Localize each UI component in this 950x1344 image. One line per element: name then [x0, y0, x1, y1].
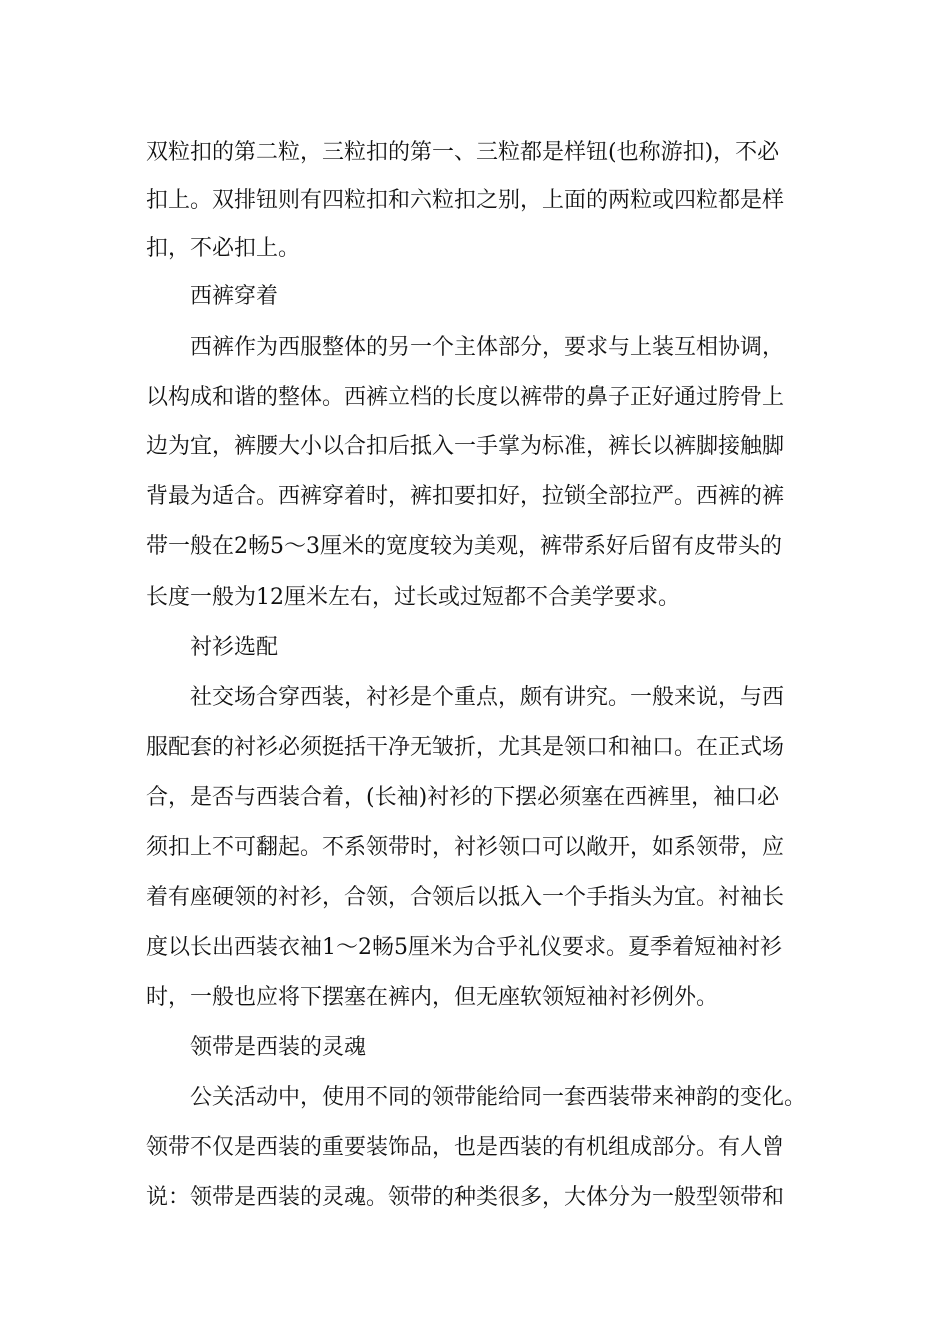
section-heading-tie: 领带是西装的灵魂 [190, 1035, 367, 1060]
paragraph-line: 社交场合穿西装，衬衫是个重点，颇有讲究。一般来说，与西 [190, 685, 785, 710]
paragraph-line: 扣上。双排钮则有四粒扣和六粒扣之别，上面的两粒或四粒都是样 [146, 188, 785, 213]
section-heading-shirt: 衬衫选配 [190, 635, 279, 660]
paragraph-line: 说：领带是西装的灵魂。领带的种类很多，大体分为一般型领带和 [146, 1185, 785, 1210]
paragraph-line: 时，一般也应将下摆塞在裤内，但无座软领短袖衬衫例外。 [146, 985, 719, 1010]
paragraph-line: 须扣上不可翻起。不系领带时，衬衫领口可以敞开，如系领带，应 [146, 835, 785, 860]
paragraph-line: 服配套的衬衫必须挺括干净无皱折，尤其是领口和袖口。在正式场 [146, 735, 785, 760]
paragraph-line: 公关活动中，使用不同的领带能给同一套西装带来神韵的变化。 [190, 1085, 807, 1110]
paragraph-line: 合，是否与西装合着，(长袖)衬衫的下摆必须塞在西裤里，袖口必 [146, 785, 780, 810]
paragraph-line: 背最为适合。西裤穿着时，裤扣要扣好，拉锁全部拉严。西裤的裤 [146, 484, 785, 509]
paragraph-line: 扣，不必扣上。 [146, 236, 301, 261]
section-heading-trousers: 西裤穿着 [190, 284, 279, 309]
paragraph-line: 带一般在2畅5～3厘米的宽度较为美观，裤带系好后留有皮带头的 [146, 534, 782, 559]
paragraph-line: 边为宜，裤腰大小以合扣后抵入一手掌为标准，裤长以裤脚接触脚 [146, 434, 785, 459]
paragraph-line: 双粒扣的第二粒，三粒扣的第一、三粒都是样钮(也称游扣)，不必 [146, 140, 780, 165]
paragraph-line: 西裤作为西服整体的另一个主体部分，要求与上装互相协调， [190, 335, 785, 360]
paragraph-line: 长度一般为12厘米左右，过长或过短都不合美学要求。 [146, 585, 680, 610]
paragraph-line: 领带不仅是西装的重要装饰品，也是西装的有机组成部分。有人曾 [146, 1135, 785, 1160]
paragraph-line: 以构成和谐的整体。西裤立档的长度以裤带的鼻子正好通过胯骨上 [146, 385, 785, 410]
paragraph-line: 着有座硬领的衬衫，合领，合领后以抵入一个手指头为宜。衬袖长 [146, 885, 785, 910]
paragraph-line: 度以长出西装衣袖1～2畅5厘米为合乎礼仪要求。夏季着短袖衬衫 [146, 935, 782, 960]
